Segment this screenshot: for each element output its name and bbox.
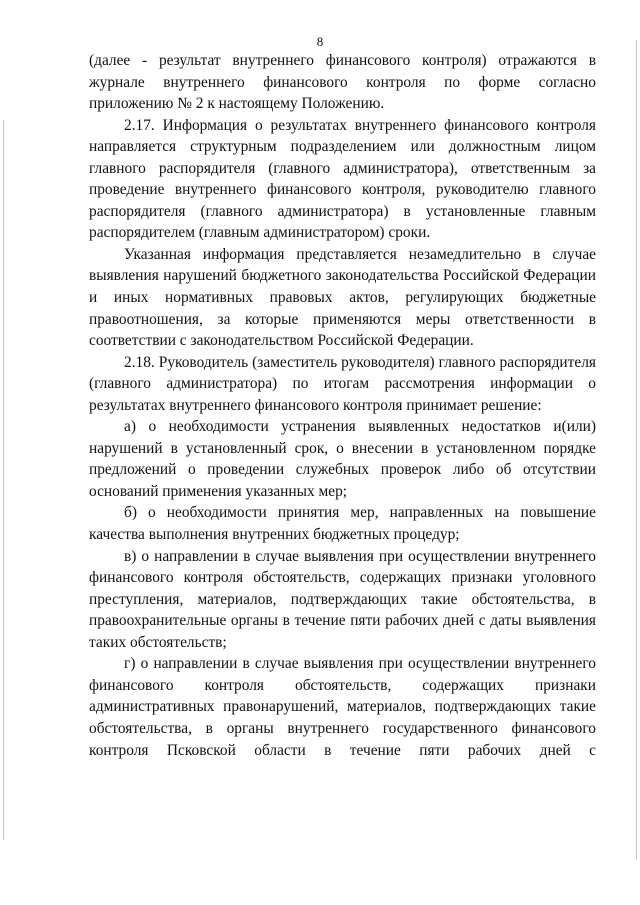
page-number: 8 bbox=[316, 34, 324, 49]
paragraph-continuation: (далее - результат внутреннего финансового контроля) отражаются в журнале внутреннего финансового контроля по форме согласно приложению № 2 к настоящему Положению. bbox=[89, 52, 596, 113]
paragraph-item-b: б) о необходимости принятия мер, направленных на повышение качества выполнения внутренних бюджетных процедур; bbox=[89, 504, 596, 544]
right-scan-edge bbox=[636, 40, 637, 860]
paragraph-item-g: г) о направлении в случае выявления при осуществлении внутреннего финансового контроля обстоятельств, содержащих признаки административных правонарушений, материалов, подтверждающих такие обстоятельства, в органы внутреннего государственного финансового контроля Псковской области в течение пяти рабочих дней с bbox=[89, 655, 596, 759]
document-body bbox=[89, 50, 596, 761]
paragraph-item-v: в) о направлении в случае выявления при осуществлении внутреннего финансового контроля обстоятельств, содержащих признаки уголовного преступления, материалов, подтверждающих такие обстоятельства, в правоохранительные органы в течение пяти рабочих дней с даты выявления таких обстоятельств; bbox=[89, 547, 596, 651]
paragraph-2-17: 2.17. Информация о результатах внутреннего финансового контроля направляется структурным подразделением или должностным лицом главного распорядителя (главного администратора), ответственным за проведение внутреннего финансового контроля, руководителю главного распорядителя (главного администратора) в установленные главным распорядителем (главным администратором) сроки. bbox=[89, 116, 596, 242]
paragraph-info: Указанная информация представляется незамедлительно в случае выявления нарушений бюджетного законодательства Российской Федерации и иных нормативных правовых актов, регулирующих бюджетные правоотношения, за которые применяются меры ответственности в соответствии с законодательством Российской Федерации. bbox=[89, 245, 596, 350]
left-scan-edge bbox=[3, 120, 4, 840]
paragraph-2-18: 2.18. Руководитель (заместитель руководителя) главного распорядителя (главного администратора) по итогам рассмотрения информации о результатах внутреннего финансового контроля принимает решение: bbox=[89, 353, 596, 414]
paragraph-item-a: а) о необходимости устранения выявленных недостатков и(или) нарушений в установленный срок, о внесении в установленном порядке предложений о проведении служебных проверок либо об отсутствии оснований применения указанных мер; bbox=[89, 418, 596, 500]
